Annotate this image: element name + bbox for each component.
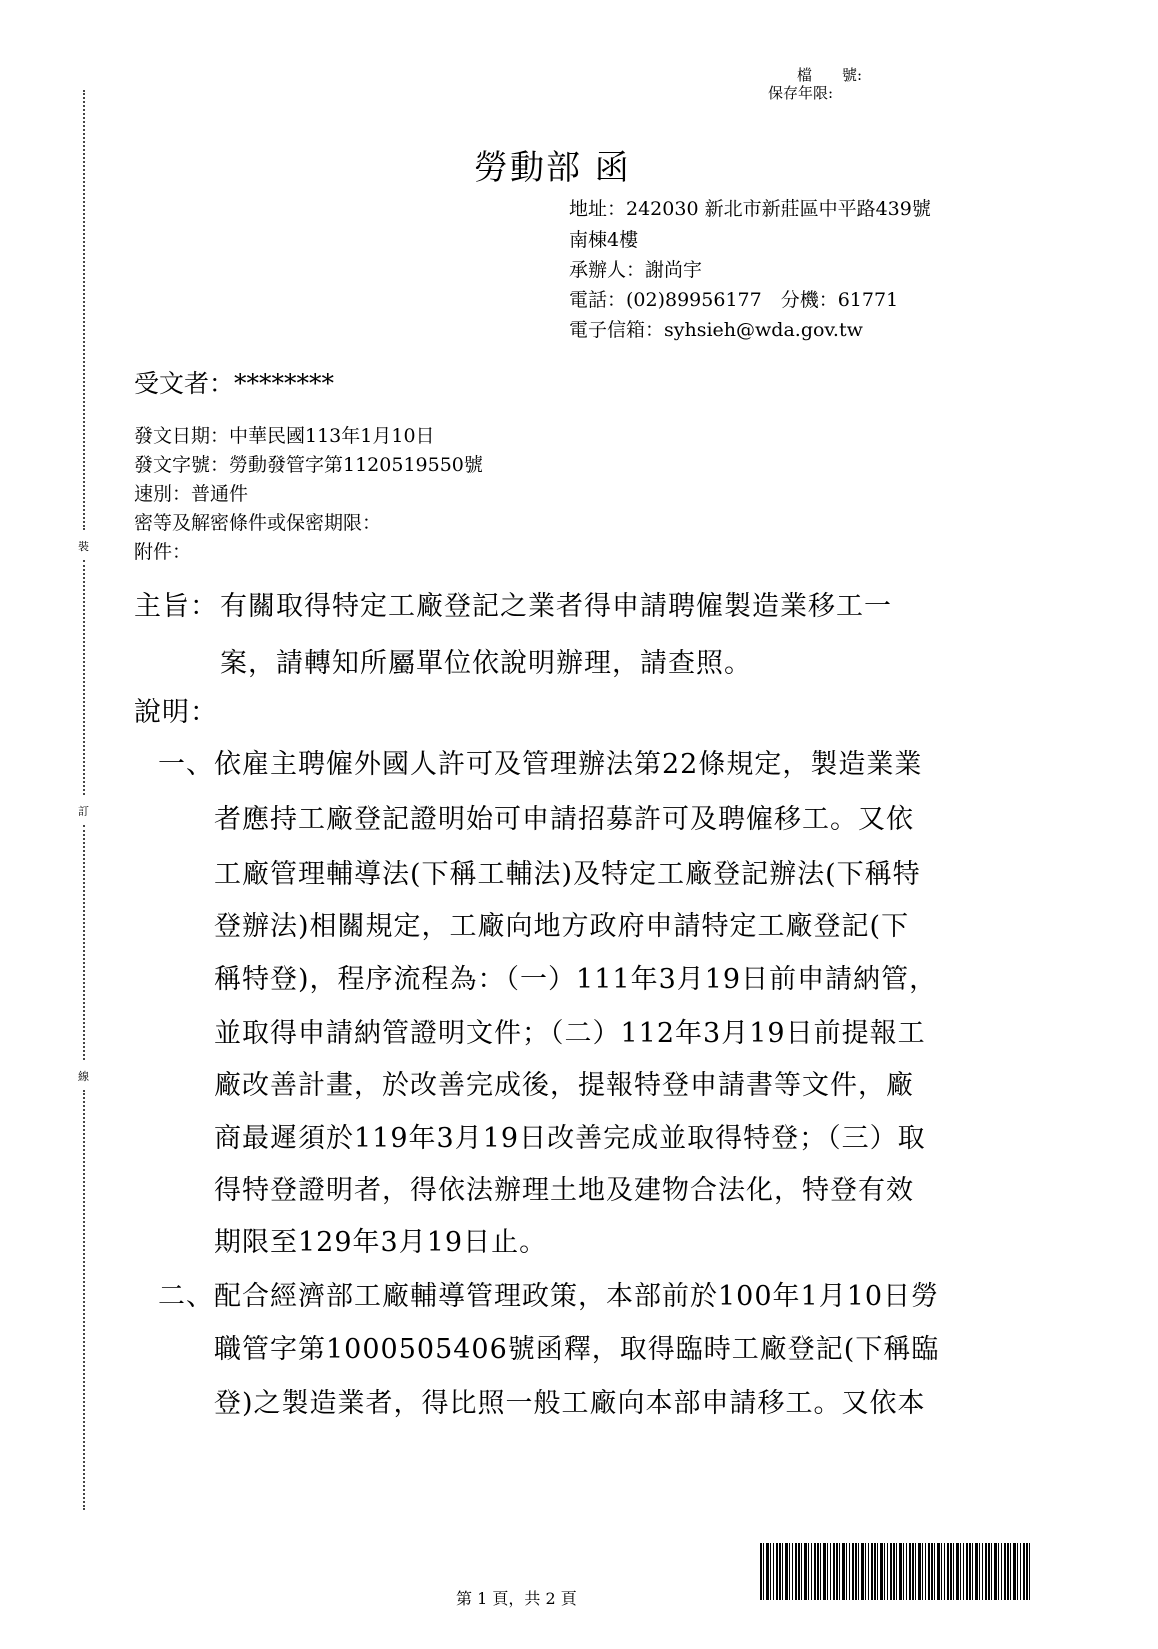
binding-mark-xian: 線 bbox=[78, 1070, 89, 1083]
item1-line-6: 並取得申請納管證明文件；（二）112年3月19日前提報工 bbox=[214, 1018, 926, 1049]
recipient: 受文者：******** bbox=[134, 369, 335, 398]
binding-mark-zhuang: 裝 bbox=[78, 540, 89, 553]
barcode bbox=[760, 1543, 1032, 1600]
binding-mark-ding: 訂 bbox=[78, 805, 89, 818]
item1-number: 一、 bbox=[158, 749, 214, 780]
file-number-label: 檔 號: bbox=[797, 66, 863, 84]
attachment: 附件： bbox=[134, 541, 192, 563]
item1-line-5: 稱特登)，程序流程為：（一）111年3月19日前申請納管， bbox=[214, 964, 938, 995]
page-number: 第 1 頁，共 2 頁 bbox=[456, 1589, 577, 1608]
item2-line-3: 登)之製造業者，得比照一般工廠向本部申請移工。又依本 bbox=[214, 1388, 926, 1419]
item1-line-10: 期限至129年3月19日止。 bbox=[214, 1227, 548, 1258]
address-line-2: 南棟4樓 bbox=[569, 229, 639, 251]
address-line-1: 地址：242030 新北市新莊區中平路439號 bbox=[569, 198, 931, 220]
item1-line-2: 者應持工廠登記證明始可申請招募許可及聘僱移工。又依 bbox=[214, 804, 914, 835]
item1-line-4: 登辦法)相關規定，工廠向地方政府申請特定工廠登記(下 bbox=[214, 911, 910, 942]
item1-line-1: 依雇主聘僱外國人許可及管理辦法第22條規定，製造業業 bbox=[214, 749, 923, 780]
document-title: 勞動部 函 bbox=[474, 148, 631, 188]
phone: 電話：(02)89956177 分機：61771 bbox=[569, 289, 899, 311]
subject-line-2: 案，請轉知所屬單位依說明辦理，請查照。 bbox=[220, 648, 752, 679]
item2-line-1: 配合經濟部工廠輔導管理政策，本部前於100年1月10日勞 bbox=[214, 1281, 940, 1312]
binding-line-bottom bbox=[83, 1090, 87, 1510]
secrecy-level: 密等及解密條件或保密期限： bbox=[134, 512, 382, 534]
item2-line-2: 職管字第1000505406號函釋，取得臨時工廠登記(下稱臨 bbox=[214, 1334, 940, 1365]
item1-line-9: 得特登證明者，得依法辦理土地及建物合法化，特登有效 bbox=[214, 1175, 914, 1206]
document-number: 發文字號：勞動發管字第1120519550號 bbox=[134, 454, 483, 476]
binding-line-top bbox=[83, 90, 87, 530]
item1-line-3: 工廠管理輔導法(下稱工輔法)及特定工廠登記辦法(下稱特 bbox=[214, 859, 921, 890]
binding-line-middle-1 bbox=[83, 560, 87, 795]
speed-classification: 速別：普通件 bbox=[134, 483, 249, 505]
retention-period-label: 保存年限: bbox=[768, 84, 834, 102]
binding-line-middle-2 bbox=[83, 825, 87, 1060]
issue-date: 發文日期：中華民國113年1月10日 bbox=[134, 425, 435, 447]
subject-line-1: 有關取得特定工廠登記之業者得申請聘僱製造業移工一 bbox=[220, 591, 892, 622]
item1-line-7: 廠改善計畫，於改善完成後，提報特登申請書等文件，廠 bbox=[214, 1070, 914, 1101]
subject-label: 主旨： bbox=[134, 591, 218, 622]
item2-number: 二、 bbox=[158, 1281, 214, 1312]
email: 電子信箱：syhsieh@wda.gov.tw bbox=[569, 319, 863, 341]
explanation-label: 說明： bbox=[134, 697, 218, 728]
item1-line-8: 商最遲須於119年3月19日改善完成並取得特登；（三）取 bbox=[214, 1123, 926, 1154]
handler: 承辦人：謝尚宇 bbox=[569, 259, 703, 281]
